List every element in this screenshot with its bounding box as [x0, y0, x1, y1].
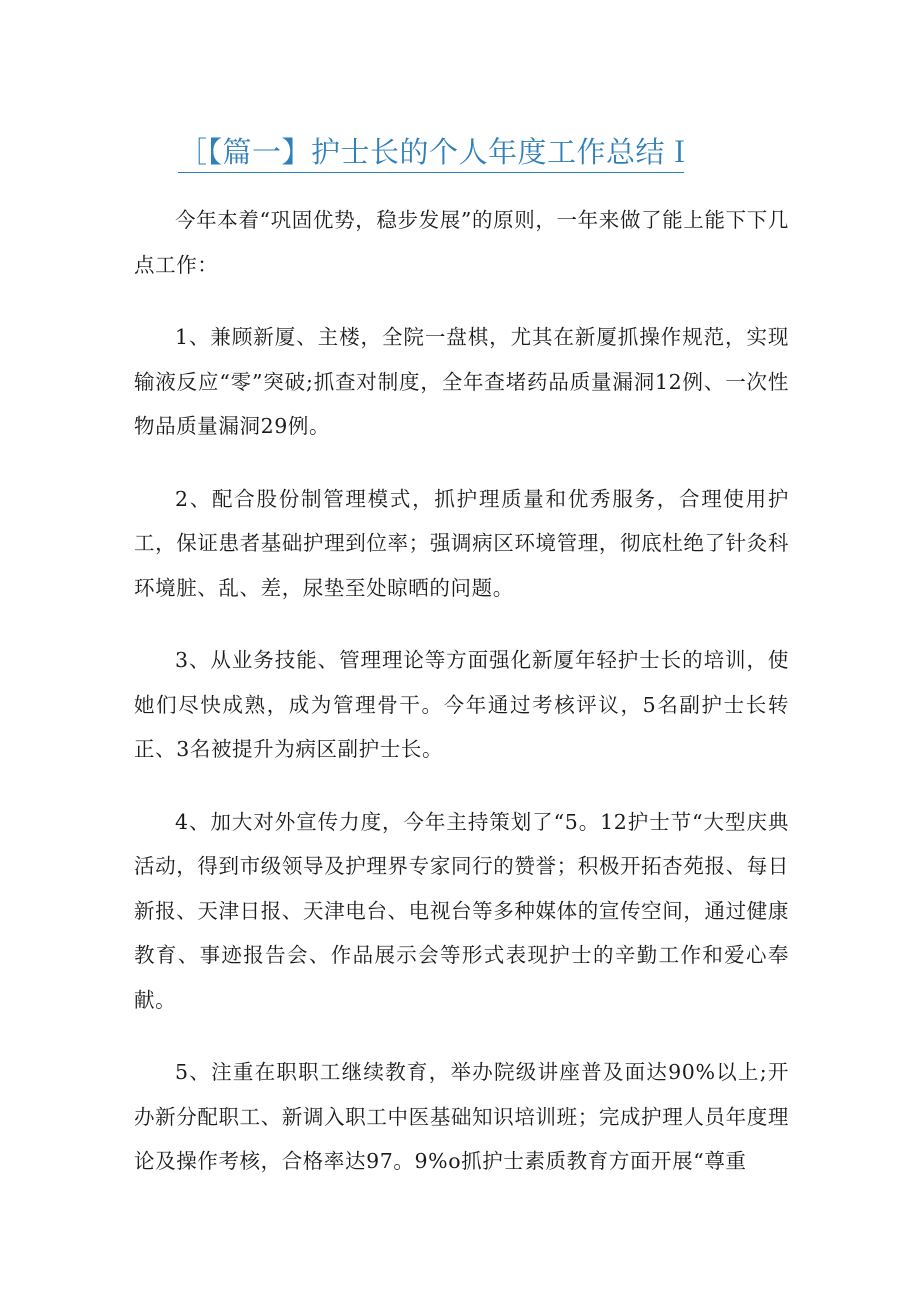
paragraph-item-5: 5、注重在职职工继续教育，举办院级讲座普及面达90%以上;开办新分配职工、新调入职工中医基础知识培训班；完成护理人员年度理论及操作考核，合格率达97。9%o抓护士素质教育方面开展“尊重	[134, 1060, 789, 1173]
title-underline	[178, 172, 684, 173]
paragraph-item-1: 1、兼顾新厦、主楼，全院一盘棋，尤其在新厦抓操作规范，实现输液反应“零”突破;抓查对制度，全年查堵药品质量漏洞12例、一次性物品质量漏洞29例。	[134, 325, 789, 438]
document-title	[178, 130, 698, 174]
document-body	[134, 198, 789, 1212]
document-title-text: ［【篇一】护士长的个人年度工作总结Ｉ	[178, 135, 695, 169]
paragraph-item-3: 3、从业务技能、管理理论等方面强化新厦年轻护士长的培训，使她们尽快成熟，成为管理骨干。今年通过考核评议，5名副护士长转正、3名被提升为病区副护士长。	[134, 648, 789, 761]
paragraph-intro: 今年本着“巩固优势，稳步发展”的原则，一年来做了能上能下下几点工作：	[134, 208, 789, 277]
paragraph-item-2: 2、配合股份制管理模式，抓护理质量和优秀服务，合理使用护工，保证患者基础护理到位率；强调病区环境管理，彻底杜绝了针灸科环境脏、乱、差，尿垫至处晾晒的问题。	[134, 486, 789, 600]
paragraph-item-4: 4、加大对外宣传力度，今年主持策划了“5。12护士节“大型庆典活动，得到市级领导及护理界专家同行的赞誉；积极开拓杏苑报、每日新报、天津日报、天津电台、电视台等多种媒体的宣传空间，通过健康教育、事迹报告会、作品展示会等形式表现护士的辛勤工作和爱心奉献。	[134, 809, 789, 1012]
